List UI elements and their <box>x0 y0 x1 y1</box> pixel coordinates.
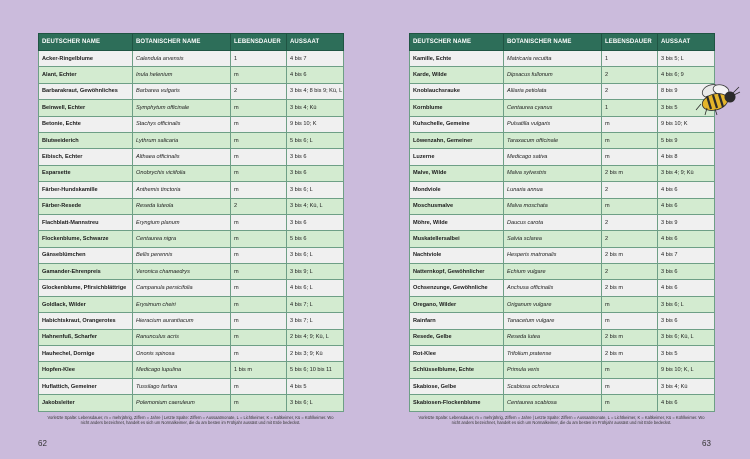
table-row <box>410 231 715 247</box>
sowing-cell: 2 bis 4; 9; Kü, L <box>287 329 344 345</box>
botanical-name-cell: Lythrum salicaria <box>133 132 231 148</box>
table-row <box>410 198 715 214</box>
botanical-name-cell: Matricaria recutita <box>504 51 602 67</box>
lifespan-cell: m <box>231 100 287 116</box>
common-name-cell: Hopfen-Klee <box>39 362 133 378</box>
common-name-cell: Natternkopf, Gewöhnlicher <box>410 264 504 280</box>
sowing-cell: 4 bis 7 <box>287 51 344 67</box>
common-name-cell: Acker-Ringelblume <box>39 51 133 67</box>
column-header-botanischer-name: BOTANISCHER NAME <box>504 34 602 51</box>
sowing-cell: 3 bis 6 <box>287 214 344 230</box>
common-name-cell: Beinwell, Echter <box>39 100 133 116</box>
sowing-cell: 5 bis 6 <box>287 231 344 247</box>
botanical-name-cell: Salvia sclarea <box>504 231 602 247</box>
table-row <box>410 100 715 116</box>
botanical-name-cell: Althaea officinalis <box>133 149 231 165</box>
sowing-cell: 4 bis 7; L <box>287 296 344 312</box>
common-name-cell: Alant, Echter <box>39 67 133 83</box>
table-row <box>39 264 344 280</box>
lifespan-cell: 1 bis m <box>231 362 287 378</box>
common-name-cell: Kornblume <box>410 100 504 116</box>
common-name-cell: Oregano, Wilder <box>410 296 504 312</box>
common-name-cell: Jakobsleiter <box>39 395 133 411</box>
common-name-cell: Gamander-Ehrenpreis <box>39 264 133 280</box>
botanical-name-cell: Hesperis matronalis <box>504 247 602 263</box>
sowing-cell: 4 bis 6 <box>658 198 715 214</box>
sowing-cell: 4 bis 6 <box>658 280 715 296</box>
sowing-cell: 9 bis 10; K, L <box>658 362 715 378</box>
table-row <box>39 67 344 83</box>
common-name-cell: Huflattich, Gemeiner <box>39 378 133 394</box>
common-name-cell: Rot-Klee <box>410 346 504 362</box>
botanical-name-cell: Centaurea scabiosa <box>504 395 602 411</box>
botanical-name-cell: Eryngium planum <box>133 214 231 230</box>
column-header-botanischer-name: BOTANISCHER NAME <box>133 34 231 51</box>
table-row <box>410 313 715 329</box>
lifespan-cell: m <box>231 149 287 165</box>
common-name-cell: Schlüsselblume, Echte <box>410 362 504 378</box>
botanical-name-cell: Anchusa officinalis <box>504 280 602 296</box>
lifespan-cell: m <box>231 346 287 362</box>
common-name-cell: Flachblatt-Mannstreu <box>39 214 133 230</box>
sowing-cell: 4 bis 6 <box>658 182 715 198</box>
table-row <box>39 296 344 312</box>
botanical-name-cell: Symphytum officinale <box>133 100 231 116</box>
botanical-name-cell: Dipsacus fullonum <box>504 67 602 83</box>
common-name-cell: Esparsette <box>39 165 133 181</box>
sowing-cell: 4 bis 8 <box>658 149 715 165</box>
common-name-cell: Barbarakraut, Gewöhnliches <box>39 83 133 99</box>
botanical-name-cell: Campanula persicifolia <box>133 280 231 296</box>
lifespan-cell: m <box>231 313 287 329</box>
table-row <box>39 149 344 165</box>
botanical-name-cell: Centaurea cyanus <box>504 100 602 116</box>
common-name-cell: Malve, Wilde <box>410 165 504 181</box>
lifespan-cell: m <box>231 264 287 280</box>
column-header-deutscher-name: DEUTSCHER NAME <box>410 34 504 51</box>
lifespan-cell: 2 bis m <box>602 280 658 296</box>
botanical-name-cell: Reseda luteola <box>133 198 231 214</box>
common-name-cell: Moschusmalve <box>410 198 504 214</box>
sowing-cell: 8 bis 9 <box>658 83 715 99</box>
common-name-cell: Karde, Wilde <box>410 67 504 83</box>
sowing-cell: 3 bis 5 <box>658 346 715 362</box>
lifespan-cell: m <box>602 198 658 214</box>
table-row <box>39 313 344 329</box>
lifespan-cell: m <box>231 165 287 181</box>
common-name-cell: Glockenblume, Pfirsichblättrige <box>39 280 133 296</box>
common-name-cell: Mondviole <box>410 182 504 198</box>
sowing-cell: 4 bis 5 <box>287 378 344 394</box>
lifespan-cell: m <box>231 116 287 132</box>
sowing-cell: 3 bis 9 <box>658 214 715 230</box>
lifespan-cell: 2 bis m <box>602 247 658 263</box>
botanical-name-cell: Inula helenium <box>133 67 231 83</box>
table-header-row <box>410 34 715 51</box>
lifespan-cell: 2 <box>602 182 658 198</box>
table-row <box>39 346 344 362</box>
botanical-name-cell: Centaurea nigra <box>133 231 231 247</box>
common-name-cell: Kamille, Echte <box>410 51 504 67</box>
lifespan-cell: m <box>602 116 658 132</box>
botanical-name-cell: Reseda lutea <box>504 329 602 345</box>
page-number-left: 62 <box>38 439 47 448</box>
botanical-name-cell: Medicago sativa <box>504 149 602 165</box>
table-row <box>410 214 715 230</box>
table-row <box>39 132 344 148</box>
botanical-name-cell: Hieracium aurantiacum <box>133 313 231 329</box>
botanical-name-cell: Ranunculus acris <box>133 329 231 345</box>
botanical-name-cell: Erysimum cheiri <box>133 296 231 312</box>
sowing-cell: 3 bis 4; Kü <box>658 378 715 394</box>
botanical-name-cell: Veronica chamaedrys <box>133 264 231 280</box>
botanical-name-cell: Tanacetum vulgare <box>504 313 602 329</box>
botanical-name-cell: Calendula arvensis <box>133 51 231 67</box>
table-row <box>410 280 715 296</box>
sowing-cell: 9 bis 10; K <box>658 116 715 132</box>
sowing-cell: 5 bis 6; L <box>287 132 344 148</box>
lifespan-cell: m <box>602 313 658 329</box>
table-row <box>39 231 344 247</box>
sowing-cell: 3 bis 4; 8 bis 9; Kü, L <box>287 83 344 99</box>
sowing-cell: 9 bis 10; K <box>287 116 344 132</box>
table-row <box>410 51 715 67</box>
table-row <box>410 149 715 165</box>
sowing-cell: 4 bis 7 <box>658 247 715 263</box>
sowing-cell: 3 bis 6 <box>658 264 715 280</box>
botanical-name-cell: Malva sylvestris <box>504 165 602 181</box>
sowing-cell: 2 bis 3; 9; Kü <box>287 346 344 362</box>
sowing-cell: 3 bis 4; 9; Kü <box>658 165 715 181</box>
table-row <box>410 362 715 378</box>
table-row <box>410 329 715 345</box>
botanical-name-cell: Anthemis tinctoria <box>133 182 231 198</box>
lifespan-cell: m <box>602 378 658 394</box>
lifespan-cell: 2 bis m <box>602 346 658 362</box>
lifespan-cell: 2 bis m <box>602 165 658 181</box>
lifespan-cell: 2 <box>602 214 658 230</box>
lifespan-cell: 1 <box>602 51 658 67</box>
table-row <box>39 395 344 411</box>
table-row <box>39 329 344 345</box>
botanical-name-cell: Origanum vulgare <box>504 296 602 312</box>
table-row <box>410 264 715 280</box>
table-row <box>410 116 715 132</box>
botanical-name-cell: Primula veris <box>504 362 602 378</box>
common-name-cell: Färber-Resede <box>39 198 133 214</box>
common-name-cell: Färber-Hundskamille <box>39 182 133 198</box>
column-header-aussaat: AUSSAAT <box>658 34 715 51</box>
lifespan-cell: m <box>231 378 287 394</box>
table-row <box>410 296 715 312</box>
footnote: Vorletzte Spalte: Lebensdauer, m = mehrjährig, Ziffern = Jahre | Letzte Spalte: Ziffern = Aussaatmonate, L = Lichtkeimer, K = Kaltkeimer, Kü = Kühlkeimer. Wo nicht anders bezeichnet, handelt es sich um Normalkeimer, die du am besten im Frühjahr aussäst und mit Erde bedeckst. <box>418 414 705 425</box>
table-row <box>39 100 344 116</box>
footnote: Vorletzte Spalte: Lebensdauer, m = mehrjährig, Ziffern = Jahre | Letzte Spalte: Ziffern = Aussaatmonate, L = Lichtkeimer, K = Kaltkeimer, Kü = Kühlkeimer. Wo nicht anders bezeichnet, handelt es sich um Normalkeimer, die du am besten im Frühjahr aussäst und mit Erde bedeckst. <box>47 414 334 425</box>
common-name-cell: Goldlack, Wilder <box>39 296 133 312</box>
sowing-cell: 3 bis 6; L <box>658 296 715 312</box>
lifespan-cell: m <box>602 149 658 165</box>
lifespan-cell: m <box>602 395 658 411</box>
table-row <box>410 67 715 83</box>
botanical-name-cell: Malva moschata <box>504 198 602 214</box>
lifespan-cell: 2 <box>602 67 658 83</box>
table-row <box>39 280 344 296</box>
common-name-cell: Skabiose, Gelbe <box>410 378 504 394</box>
botanical-name-cell: Ononis spinosa <box>133 346 231 362</box>
sowing-cell: 3 bis 6; L <box>287 247 344 263</box>
sowing-cell: 4 bis 6 <box>287 67 344 83</box>
common-name-cell: Hauhechel, Dornige <box>39 346 133 362</box>
sowing-cell: 3 bis 7; L <box>287 313 344 329</box>
sowing-cell: 3 bis 6; L <box>287 182 344 198</box>
botanical-name-cell: Barbarea vulgaris <box>133 83 231 99</box>
botanical-name-cell: Medicago lupulina <box>133 362 231 378</box>
botanical-name-cell: Tussilago farfara <box>133 378 231 394</box>
common-name-cell: Resede, Gelbe <box>410 329 504 345</box>
lifespan-cell: 2 <box>602 231 658 247</box>
common-name-cell: Blutweiderich <box>39 132 133 148</box>
common-name-cell: Gänseblümchen <box>39 247 133 263</box>
lifespan-cell: m <box>231 67 287 83</box>
column-header-lebensdauer: LEBENSDAUER <box>231 34 287 51</box>
column-header-aussaat: AUSSAAT <box>287 34 344 51</box>
common-name-cell: Betonie, Echte <box>39 116 133 132</box>
common-name-cell: Löwenzahn, Gemeiner <box>410 132 504 148</box>
lifespan-cell: m <box>231 247 287 263</box>
column-header-deutscher-name: DEUTSCHER NAME <box>39 34 133 51</box>
sowing-cell: 5 bis 6; 10 bis 11 <box>287 362 344 378</box>
sowing-cell: 4 bis 6 <box>658 395 715 411</box>
botanical-name-cell: Polemonium caeruleum <box>133 395 231 411</box>
lifespan-cell: m <box>602 132 658 148</box>
table-row <box>410 378 715 394</box>
sowing-cell: 3 bis 6; Kü, L <box>658 329 715 345</box>
column-header-lebensdauer: LEBENSDAUER <box>602 34 658 51</box>
lifespan-cell: 2 <box>231 198 287 214</box>
sowing-cell: 3 bis 6 <box>658 313 715 329</box>
common-name-cell: Möhre, Wilde <box>410 214 504 230</box>
botanical-name-cell: Pulsatilla vulgaris <box>504 116 602 132</box>
plant-table-right <box>409 33 715 412</box>
sowing-cell: 3 bis 6; L <box>287 395 344 411</box>
lifespan-cell: m <box>231 329 287 345</box>
table-row <box>39 182 344 198</box>
table-row <box>410 395 715 411</box>
botanical-name-cell: Trifolium pratense <box>504 346 602 362</box>
table-row <box>39 198 344 214</box>
common-name-cell: Kuhschelle, Gemeine <box>410 116 504 132</box>
table-row <box>410 182 715 198</box>
sowing-cell: 3 bis 4; Kü <box>287 100 344 116</box>
common-name-cell: Luzerne <box>410 149 504 165</box>
table-row <box>39 362 344 378</box>
lifespan-cell: 1 <box>602 100 658 116</box>
common-name-cell: Rainfarn <box>410 313 504 329</box>
left-page <box>38 33 343 425</box>
table-row <box>39 116 344 132</box>
lifespan-cell: m <box>231 280 287 296</box>
lifespan-cell: m <box>231 231 287 247</box>
sowing-cell: 5 bis 9 <box>658 132 715 148</box>
botanical-name-cell: Onobrychis viciifolia <box>133 165 231 181</box>
lifespan-cell: 2 bis m <box>602 329 658 345</box>
table-row <box>39 83 344 99</box>
sowing-cell: 3 bis 9; L <box>287 264 344 280</box>
page-number-right: 63 <box>702 439 711 448</box>
common-name-cell: Flockenblume, Schwarze <box>39 231 133 247</box>
common-name-cell: Muskatellersalbei <box>410 231 504 247</box>
sowing-cell: 3 bis 5 <box>658 100 715 116</box>
sowing-cell: 4 bis 6 <box>658 231 715 247</box>
botanical-name-cell: Stachys officinalis <box>133 116 231 132</box>
common-name-cell: Nachtviole <box>410 247 504 263</box>
bee-icon <box>693 82 741 116</box>
common-name-cell: Habichtskraut, Orangerotes <box>39 313 133 329</box>
botanical-name-cell: Alliaria petiolata <box>504 83 602 99</box>
table-row <box>39 247 344 263</box>
botanical-name-cell: Bellis perennis <box>133 247 231 263</box>
sowing-cell: 4 bis 6; 9 <box>658 67 715 83</box>
table-header-row <box>39 34 344 51</box>
common-name-cell: Ochsenzunge, Gewöhnliche <box>410 280 504 296</box>
sowing-cell: 3 bis 6 <box>287 149 344 165</box>
lifespan-cell: m <box>231 182 287 198</box>
lifespan-cell: 2 <box>602 83 658 99</box>
lifespan-cell: m <box>602 362 658 378</box>
table-row <box>410 165 715 181</box>
lifespan-cell: m <box>231 395 287 411</box>
table-row <box>39 378 344 394</box>
lifespan-cell: 2 <box>231 83 287 99</box>
lifespan-cell: m <box>602 296 658 312</box>
table-row <box>410 247 715 263</box>
table-row <box>410 346 715 362</box>
common-name-cell: Skabiosen-Flockenblume <box>410 395 504 411</box>
lifespan-cell: m <box>231 296 287 312</box>
table-row <box>39 214 344 230</box>
botanical-name-cell: Daucus carota <box>504 214 602 230</box>
table-row <box>39 165 344 181</box>
lifespan-cell: 1 <box>231 51 287 67</box>
botanical-name-cell: Echium vulgare <box>504 264 602 280</box>
sowing-cell: 4 bis 6; L <box>287 280 344 296</box>
table-row <box>410 83 715 99</box>
botanical-name-cell: Scabiosa ochroleuca <box>504 378 602 394</box>
table-row <box>410 132 715 148</box>
common-name-cell: Hahnenfuß, Scharfer <box>39 329 133 345</box>
botanical-name-cell: Lunaria annua <box>504 182 602 198</box>
lifespan-cell: m <box>231 214 287 230</box>
botanical-name-cell: Taraxacum officinale <box>504 132 602 148</box>
sowing-cell: 3 bis 4; Kü, L <box>287 198 344 214</box>
sowing-cell: 3 bis 5; L <box>658 51 715 67</box>
lifespan-cell: 2 <box>602 264 658 280</box>
common-name-cell: Knoblauchsrauke <box>410 83 504 99</box>
sowing-cell: 3 bis 6 <box>287 165 344 181</box>
table-row <box>39 51 344 67</box>
right-page <box>409 33 714 425</box>
common-name-cell: Eibisch, Echter <box>39 149 133 165</box>
plant-table-left <box>38 33 344 412</box>
lifespan-cell: m <box>231 132 287 148</box>
